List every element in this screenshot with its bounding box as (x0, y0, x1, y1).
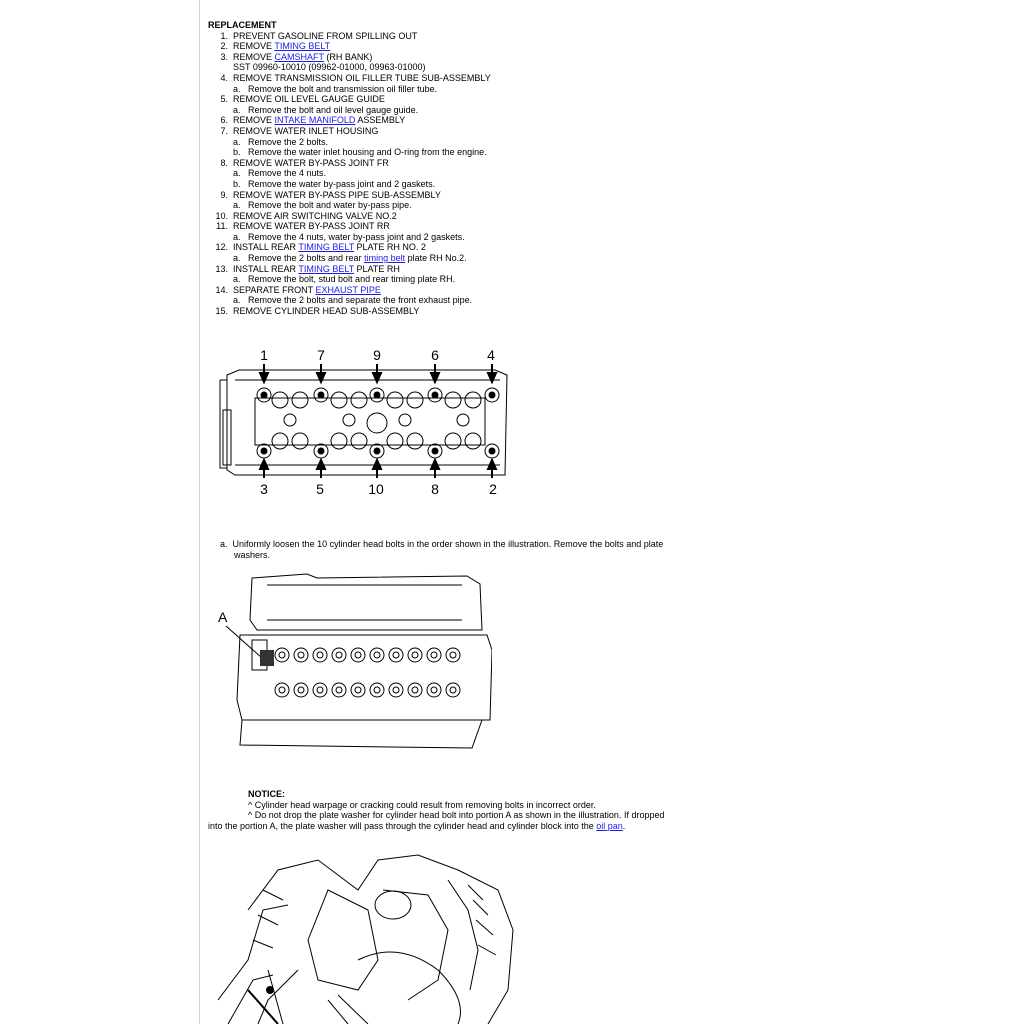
bolt-circle (374, 448, 380, 454)
step-text-suffix: ASSEMBLY (355, 115, 406, 126)
substep-text: Remove the 2 bolts and separate the front exhaust pipe. (248, 295, 473, 306)
substep (233, 179, 678, 190)
step-number: 13. (215, 263, 228, 274)
bolt-circle (432, 448, 438, 454)
bolt-circle (272, 433, 288, 449)
bolt-circle (445, 392, 461, 408)
step-5 (208, 94, 678, 115)
bolt-order-label: 9 (373, 347, 381, 363)
bolt-circle (399, 414, 411, 426)
substep (233, 168, 678, 179)
bolt-circle (374, 392, 380, 398)
substep-text-suffix: plate RH No.2. (405, 253, 467, 264)
step-number: 15. (215, 306, 228, 317)
exhaust-pipe-link[interactable]: EXHAUST PIPE (315, 284, 381, 295)
bolt-circle (387, 392, 403, 408)
step-7 (208, 126, 678, 158)
bolt-circle (457, 414, 469, 426)
down-arrow-icon (260, 364, 268, 382)
substep (233, 200, 678, 211)
substep-letter: a. (233, 295, 241, 306)
margin-rule (199, 0, 200, 1024)
substep-text: Remove the bolt and water by-pass pipe. (248, 200, 412, 211)
step-number: 3. (220, 51, 228, 62)
step-2 (208, 41, 678, 52)
bolt-circle (351, 648, 365, 662)
bolt-circle (294, 683, 308, 697)
bolt-circle (367, 413, 387, 433)
bolt-circle (427, 683, 441, 697)
oil-pan-link[interactable]: oil pan (596, 820, 623, 831)
step-14 (208, 285, 678, 306)
bolt-circle (284, 414, 296, 426)
bolt-circle (351, 433, 367, 449)
step-10 (208, 211, 678, 222)
step-text: REMOVE WATER BY-PASS JOINT RR (233, 221, 390, 232)
bolt-circle (298, 652, 304, 658)
bolt-circle (272, 392, 288, 408)
step-number: 5. (220, 94, 228, 105)
bolt-circle (279, 687, 285, 693)
substep (233, 147, 678, 158)
down-arrow-icon (431, 364, 439, 382)
intake-manifold-link[interactable]: INTAKE MANIFOLD (274, 115, 356, 126)
bolt-circle (393, 652, 399, 658)
step-list (208, 31, 678, 317)
notice-text-suffix: . (622, 820, 626, 831)
bolt-circle (370, 683, 384, 697)
substep-letter: a. (220, 539, 228, 549)
substep-text: Remove the water by-pass joint and 2 gaskets. (248, 178, 436, 189)
substep (233, 295, 678, 306)
bolt-circle (431, 652, 437, 658)
step-11 (208, 221, 678, 242)
substep-text: Remove the 2 bolts and rear (248, 253, 365, 264)
section-heading: REPLACEMENT (208, 20, 277, 30)
substep-letter: b. (233, 178, 241, 189)
bolt-circle (317, 687, 323, 693)
bolt-order-label: 6 (431, 347, 439, 363)
step-text: SEPARATE FRONT (233, 284, 316, 295)
bolt-circle (317, 652, 323, 658)
step-3 (208, 52, 678, 73)
substep-letter: a. (233, 104, 241, 115)
bolt-circle (407, 433, 423, 449)
substep-text: Remove the 2 bolts. (248, 136, 329, 147)
bolt-circle (355, 687, 361, 693)
bolt-circle (318, 392, 324, 398)
sst-line: SST 09960-10010 (09962-01000, 09963-01000) (233, 62, 426, 73)
substep-text: Remove the bolt and transmission oil filler tube. (248, 83, 438, 94)
notice-block (208, 789, 668, 831)
bolt-circle (489, 392, 495, 398)
bolt-circle (331, 433, 347, 449)
bolt-circle (389, 648, 403, 662)
bolt-circle (432, 392, 438, 398)
bolt-circle (292, 392, 308, 408)
bolt-circle (465, 433, 481, 449)
substep-letter: a. (233, 168, 241, 179)
step-text: INSTALL REAR (233, 242, 299, 253)
step-number: 2. (220, 41, 228, 52)
step-text-suffix: (RH BANK) (323, 51, 373, 62)
bolt-circle (445, 433, 461, 449)
bolt-circle (336, 652, 342, 658)
substep-letter: a. (233, 83, 241, 94)
bolt-order-label: 8 (431, 481, 439, 497)
substep-text: Remove the 4 nuts, water by-pass joint and 2 gaskets. (248, 231, 465, 242)
bolt-circle (261, 448, 267, 454)
step-number: 12. (215, 242, 228, 253)
step-number: 10. (215, 210, 228, 221)
step-15 (208, 306, 678, 317)
portion-a-label: A (218, 609, 228, 625)
procedure-content (208, 18, 678, 317)
camshaft-link[interactable]: CAMSHAFT (274, 51, 324, 62)
arrow-group (260, 364, 496, 478)
substep (233, 274, 678, 285)
bolt-order-label: 10 (368, 481, 384, 497)
bolt-circle (279, 652, 285, 658)
bolt-circle (298, 687, 304, 693)
step-text-suffix: PLATE RH (354, 263, 400, 274)
bolt-circle (407, 392, 423, 408)
bolt-circle (450, 652, 456, 658)
step-text: REMOVE (233, 115, 275, 126)
bolt-circle (431, 687, 437, 693)
notice-text: ^ Do not drop the plate washer for cylinder head bolt into portion A as shown in the illustration. If dropped into the portion A, the plate washer will pass through the cylinder head and cylinder block into the (208, 810, 665, 831)
bolt-circle (292, 433, 308, 449)
notice-line (208, 810, 668, 831)
step-text: REMOVE WATER INLET HOUSING (233, 125, 379, 136)
step-text-suffix: PLATE RH NO. 2 (354, 242, 426, 253)
down-arrow-icon (373, 364, 381, 382)
bolt-circle (387, 433, 403, 449)
step-number: 1. (220, 30, 228, 41)
substep (233, 137, 678, 148)
timing-belt-link[interactable]: TIMING BELT (298, 263, 355, 274)
bolt-order-label: 5 (316, 481, 324, 497)
bolt-circle (374, 687, 380, 693)
step-text: REMOVE CYLINDER HEAD SUB-ASSEMBLY (233, 306, 420, 317)
bolt-circle (450, 687, 456, 693)
bolt-circle (351, 683, 365, 697)
bolt-circle (331, 392, 347, 408)
portion-a-marker (260, 650, 274, 666)
bolt-circle (446, 683, 460, 697)
bolt-circle (313, 648, 327, 662)
bolt-order-label: 7 (317, 347, 325, 363)
step-text: REMOVE WATER BY-PASS PIPE SUB-ASSEMBLY (233, 189, 441, 200)
bolt-circle (313, 683, 327, 697)
bolt-circle (261, 392, 267, 398)
bolt-order-label: 2 (489, 481, 497, 497)
step-text: REMOVE TRANSMISSION OIL FILLER TUBE SUB-ASSEMBLY (233, 72, 491, 83)
bolt-circle (343, 414, 355, 426)
instruction-text: Uniformly loosen the 10 cylinder head bolts in the order shown in the illustration. Remove the bolts and plate washers. (232, 539, 664, 560)
step-number: 4. (220, 72, 228, 83)
substep (233, 232, 678, 243)
step-text: PREVENT GASOLINE FROM SPILLING OUT (233, 30, 418, 41)
substep-text: Remove the water inlet housing and O-ring from the engine. (248, 147, 487, 158)
step-12 (208, 242, 678, 263)
timing-belt-link[interactable]: TIMING BELT (274, 41, 331, 52)
engine-block-illustration (208, 850, 528, 1024)
timing-belt-link[interactable]: TIMING BELT (298, 242, 355, 253)
step-4 (208, 73, 678, 94)
bolt-circle (318, 448, 324, 454)
bolt-circle (355, 652, 361, 658)
bolt-circle (294, 648, 308, 662)
substep-letter: a. (233, 253, 241, 264)
bolt-group (275, 648, 460, 697)
bolt-circle (374, 652, 380, 658)
substep-letter: a. (233, 231, 241, 242)
step-text: REMOVE OIL LEVEL GAUGE GUIDE (233, 94, 385, 105)
portion-a-illustration (212, 570, 492, 755)
step-1 (208, 31, 678, 42)
substep-letter: b. (233, 147, 241, 158)
notice-title: NOTICE: (248, 789, 285, 799)
down-arrow-icon (317, 364, 325, 382)
bolt-circle (332, 648, 346, 662)
step-number: 14. (215, 284, 228, 295)
substep-text: Remove the bolt and oil level gauge guide. (248, 104, 419, 115)
substep-text: Remove the bolt, stud bolt and rear timing plate RH. (248, 274, 456, 285)
step-text: REMOVE (233, 51, 275, 62)
timing-belt-link[interactable]: timing belt (364, 253, 406, 264)
bolt-circle (408, 648, 422, 662)
step-8 (208, 158, 678, 190)
substep (233, 105, 678, 116)
step-9 (208, 190, 678, 211)
bolt-circle (412, 652, 418, 658)
bolt-circle (446, 648, 460, 662)
bolt-order-label: 1 (260, 347, 268, 363)
bolt-circle (332, 683, 346, 697)
substep-text: Remove the 4 nuts. (248, 168, 327, 179)
down-arrow-icon (488, 364, 496, 382)
step-number: 9. (220, 189, 228, 200)
bolt-circle (489, 448, 495, 454)
step-number: 11. (216, 221, 228, 232)
bolt-order-label: 3 (260, 481, 268, 497)
substep-letter: a. (233, 200, 241, 211)
step-text: INSTALL REAR (233, 263, 299, 274)
step-6 (208, 115, 678, 126)
bolt-circle (275, 683, 289, 697)
bolt-circle (389, 683, 403, 697)
bolt-circle (351, 392, 367, 408)
bolt-order-label: 4 (487, 347, 495, 363)
step-text: REMOVE WATER BY-PASS JOINT FR (233, 157, 389, 168)
bolt-circle (275, 648, 289, 662)
bolt-circle (393, 687, 399, 693)
substep (233, 253, 678, 264)
substep-letter: a. (233, 274, 241, 285)
step-text: REMOVE (233, 41, 275, 52)
step-number: 7. (220, 125, 228, 136)
step-number: 8. (220, 157, 228, 168)
bolt-circle (465, 392, 481, 408)
step-text: REMOVE AIR SWITCHING VALVE NO.2 (233, 210, 397, 221)
bolt-order-illustration (215, 340, 515, 505)
bolt-circle (370, 648, 384, 662)
step-number: 6. (220, 115, 228, 126)
step-13 (208, 264, 678, 285)
bolt-circle (336, 687, 342, 693)
notice-line: ^ Cylinder head warpage or cracking could result from removing bolts in incorrect order. (248, 799, 596, 810)
bolt-circle (412, 687, 418, 693)
loosen-bolts-instruction (208, 539, 668, 560)
substep (233, 84, 678, 95)
bolt-circle (427, 648, 441, 662)
substep-letter: a. (233, 136, 241, 147)
bolt-circle (408, 683, 422, 697)
